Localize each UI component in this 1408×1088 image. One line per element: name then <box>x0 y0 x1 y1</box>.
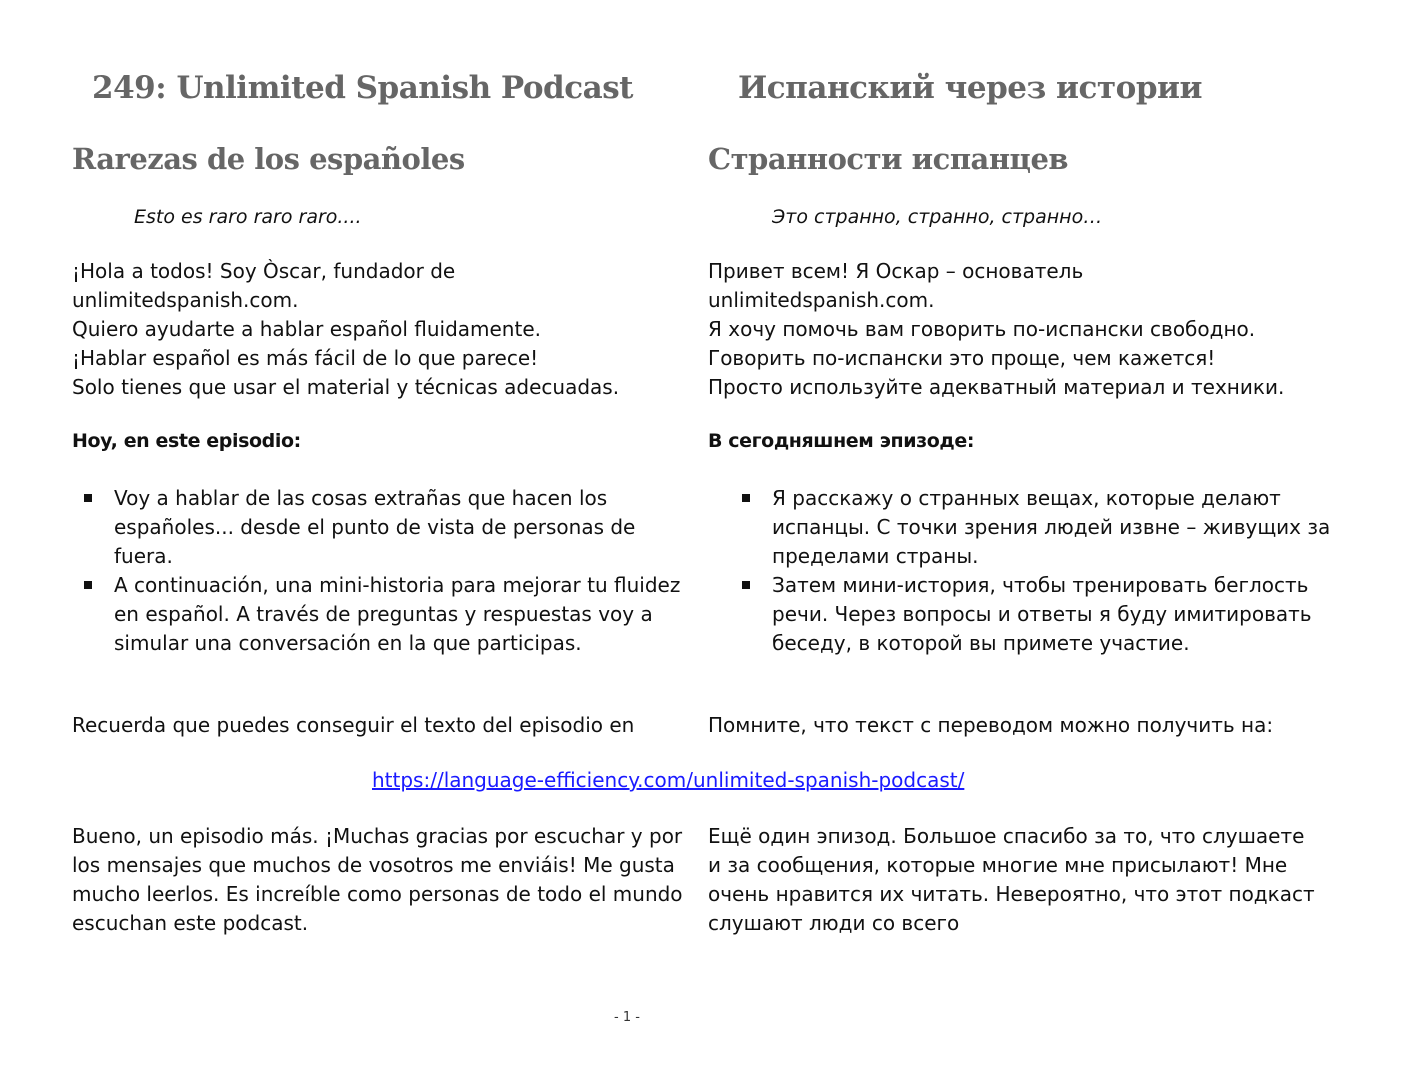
bullet-square-icon <box>742 581 750 589</box>
bullet-text: Затем мини-история, чтобы тренировать беглость речи. Через вопросы и ответы я буду имитировать беседу, в которой вы примете участие. <box>772 573 1312 655</box>
spanish-tagline: Esto es raro raro raro.... <box>134 206 362 228</box>
spanish-intro-line: Quiero ayudarte a hablar español fluidamente. <box>72 317 541 341</box>
list-item <box>730 484 1335 571</box>
spanish-intro-line: ¡Hablar español es más fácil de lo que parece! <box>72 346 539 370</box>
page-header-spanish-title: 249: Unlimited Spanish Podcast <box>92 70 633 106</box>
spanish-episode-bullets <box>72 484 692 658</box>
russian-episode-bullets <box>730 484 1335 658</box>
russian-intro-line: Просто используйте адекватный материал и техники. <box>708 375 1285 399</box>
spanish-closing-text: Bueno, un episodio más. ¡Muchas gracias por escuchar y por los mensajes que muchos de vosotros me enviáis! Me gusta mucho leerlos. Es increíble como personas de todo el mundo escuchan este podcast. <box>72 824 683 935</box>
spanish-intro-line: Solo tienes que usar el material y técnicas adecuadas. <box>72 375 620 399</box>
spanish-closing <box>72 822 692 938</box>
list-item <box>730 571 1335 658</box>
spanish-intro <box>72 257 697 402</box>
bullet-square-icon <box>84 581 92 589</box>
russian-intro-line: Я хочу помочь вам говорить по-испански свободно. <box>708 317 1256 341</box>
bullet-text: Я расскажу о странных вещах, которые делают испанцы. С точки зрения людей извне – живущих за пределами страны. <box>772 486 1331 568</box>
russian-intro <box>708 257 1333 402</box>
page-number: - 1 - <box>614 1010 640 1025</box>
transcript-link[interactable]: https://language-efficiency.com/unlimited-spanish-podcast/ <box>372 768 965 792</box>
bullet-text: A continuación, una mini-historia para mejorar tu fluidez en español. A través de preguntas y respuestas voy a simular una conversación en la que participas. <box>114 573 681 655</box>
russian-intro-line: unlimitedspanish.com. <box>708 288 935 312</box>
bullet-square-icon <box>84 494 92 502</box>
russian-episode-subheading: В сегодняшнем эпизоде: <box>708 430 975 452</box>
russian-reminder: Помните, что текст с переводом можно получить на: <box>708 713 1274 737</box>
spanish-intro-line: ¡Hola a todos! Soy Òscar, fundador de <box>72 259 456 283</box>
spanish-episode-subheading: Hoy, en este episodio: <box>72 430 301 452</box>
russian-closing-text: Ещё один эпизод. Большое спасибо за то, что слушаете и за сообщения, которые многие мне присылают! Мне очень нравится их читать. Невероятно, что этот подкаст слушают люди со всего <box>708 824 1315 935</box>
bullet-text: Voy a hablar de las cosas extrañas que hacen los españoles... desde el punto de vista de personas de fuera. <box>114 486 636 568</box>
spanish-reminder: Recuerda que puedes conseguir el texto del episodio en <box>72 713 635 737</box>
page-header-russian-title: Испанский через истории <box>738 70 1202 106</box>
list-item <box>72 571 692 658</box>
list-item <box>72 484 692 571</box>
russian-tagline: Это странно, странно, странно… <box>772 206 1103 228</box>
russian-section-title: Странности испанцев <box>708 142 1069 176</box>
bullet-square-icon <box>742 494 750 502</box>
spanish-intro-line: unlimitedspanish.com. <box>72 288 299 312</box>
russian-intro-line: Привет всем! Я Оскар – основатель <box>708 259 1084 283</box>
spanish-section-title: Rarezas de los españoles <box>72 142 465 176</box>
russian-closing <box>708 822 1318 938</box>
russian-intro-line: Говорить по-испански это проще, чем кажется! <box>708 346 1216 370</box>
